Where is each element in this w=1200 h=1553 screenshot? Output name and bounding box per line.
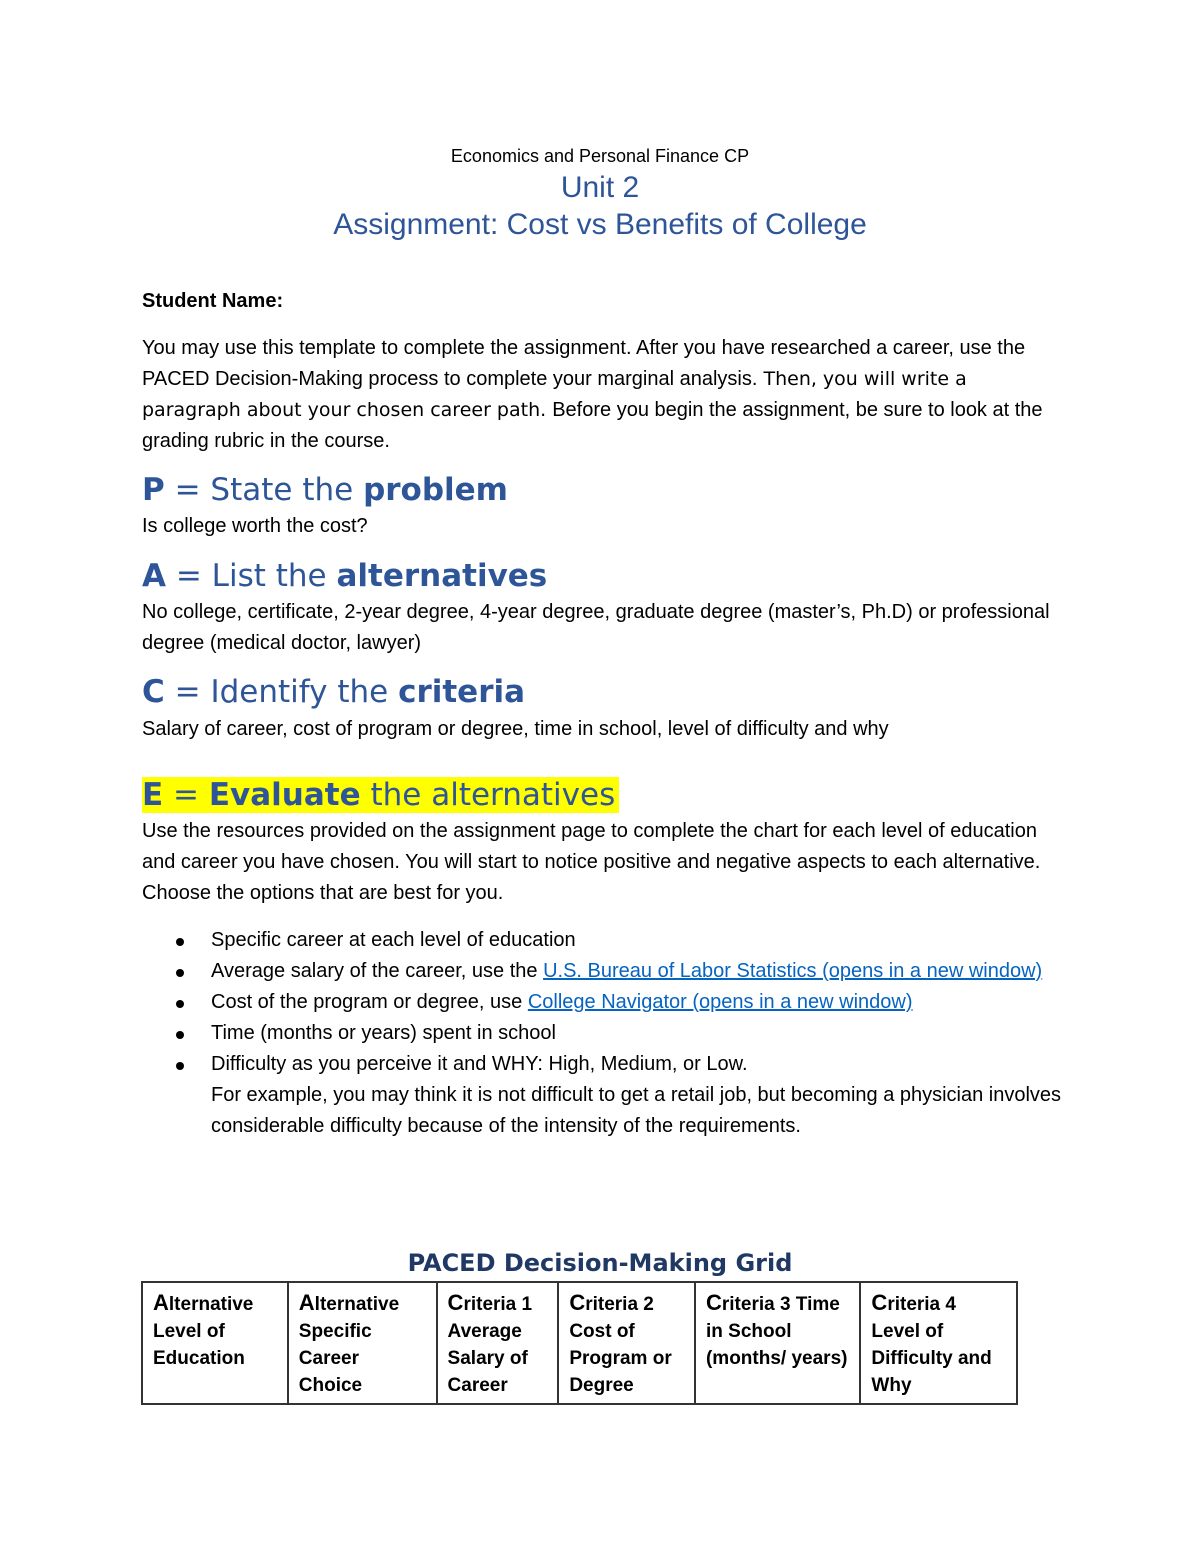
header-cap: C (871, 1290, 888, 1315)
bullet-example-text: For example, you may think it is not difficult to get a retail job, but becoming a physician involves considerable difficulty because of the intensity of the requirements. (211, 1084, 1062, 1137)
course-title: Economics and Personal Finance CP (450, 146, 750, 166)
heading-keyword: problem (363, 472, 508, 508)
section-e-heading (142, 775, 619, 815)
list-item (142, 1018, 1062, 1049)
grid-header-cell (288, 1282, 437, 1404)
bullet-icon (176, 1062, 184, 1070)
intro-part-2: Then, you will write a paragraph about your chosen career path. (142, 368, 967, 421)
grid-header-cell (437, 1282, 559, 1404)
grid-header-cell (558, 1282, 695, 1404)
bullet-text: Difficulty as you perceive it and WHY: High, Medium, or Low. (211, 1053, 748, 1075)
section-a-heading (142, 556, 547, 596)
assignment-title: Assignment: Cost vs Benefits of College (333, 208, 867, 241)
heading-keyword: alternatives (336, 558, 548, 594)
bullet-icon (176, 969, 184, 977)
paced-decision-grid (141, 1281, 1018, 1405)
list-item (142, 987, 1062, 1018)
section-e-heading-text (142, 777, 619, 813)
bullet-text: Specific career at each level of education (211, 929, 576, 951)
grid-header-cell (860, 1282, 1017, 1404)
header-text: lternative Level of Education (153, 1294, 254, 1369)
intro-part-3: Before you begin the assignment, be sure to look at the grading rubric in the course. (142, 399, 1043, 452)
list-item (142, 956, 1062, 987)
criteria-bullet-list (142, 925, 1062, 1142)
grid-header-row (142, 1282, 1017, 1404)
header-cap: C (569, 1290, 586, 1315)
bullet-icon (176, 1000, 184, 1008)
section-c-heading-text (142, 674, 525, 710)
list-item (142, 1049, 1062, 1142)
grid-title: PACED Decision-Making Grid (407, 1249, 793, 1277)
section-c-text: Salary of career, cost of program or degree, time in school, level of difficulty and why (142, 718, 889, 740)
section-p-heading-text (142, 472, 508, 508)
heading-letter: P (142, 472, 165, 508)
header-cap: C (705, 1290, 722, 1315)
heading-suffix: the alternatives (360, 777, 616, 813)
bullet-text: Cost of the program or degree, use (211, 991, 528, 1013)
heading-letter: A (142, 558, 166, 594)
section-p-text: Is college worth the cost? (142, 515, 368, 537)
header-text: riteria 4 Level of Difficulty and Why (871, 1294, 992, 1396)
bls-link[interactable]: U.S. Bureau of Labor Statistics (opens in a new window) (543, 960, 1043, 982)
heading-prefix: = Identify the (164, 674, 399, 710)
heading-keyword: criteria (398, 674, 526, 710)
heading-keyword: Evaluate (208, 777, 361, 813)
header-cap: A (298, 1290, 315, 1315)
heading-letter: C (142, 674, 165, 710)
header-cap: A (153, 1290, 169, 1315)
header-text: riteria 2 Cost of Program or Degree (569, 1294, 672, 1396)
student-name-label: Student Name: (142, 290, 284, 312)
section-a-text: No college, certificate, 2-year degree, 4-year degree, graduate degree (master’s, Ph.D) or professional degree (medical doctor, lawyer) (142, 601, 1050, 654)
bullet-icon (176, 1031, 184, 1039)
college-navigator-link[interactable]: College Navigator (opens in a new window) (527, 991, 913, 1013)
grid-header-cell (142, 1282, 288, 1404)
list-item (142, 925, 1062, 956)
heading-letter: E (142, 777, 164, 813)
section-e-text: Use the resources provided on the assignment page to complete the chart for each level of education and career you have chosen. You will start to notice positive and negative aspects to each alternative. Choose the options that are best for you. (142, 820, 1041, 904)
intro-part-1: You may use this template to complete the assignment. After you have researched a career, use the PACED Decision-Making process to complete your marginal analysis. (142, 337, 1026, 390)
grid-header-cell (695, 1282, 860, 1404)
heading-prefix: = List the (166, 558, 337, 594)
bullet-text: Average salary of the career, use the (211, 960, 544, 982)
header-text: riteria 3 Time in School (months/ years) (705, 1294, 848, 1369)
unit-title: Unit 2 (560, 171, 640, 204)
intro-paragraph (142, 333, 1062, 457)
header-cap: C (447, 1290, 464, 1315)
section-p-heading (142, 470, 508, 510)
section-c-heading (142, 672, 525, 712)
section-a-heading-text (142, 558, 547, 594)
header-text: riteria 1 Average Salary of Career (447, 1294, 533, 1396)
header-text: lternative Specific Career Choice (298, 1294, 400, 1396)
heading-prefix: = (163, 777, 209, 813)
bullet-text: Time (months or years) spent in school (211, 1022, 556, 1044)
bullet-icon (176, 938, 184, 946)
heading-prefix: = State the (164, 472, 364, 508)
